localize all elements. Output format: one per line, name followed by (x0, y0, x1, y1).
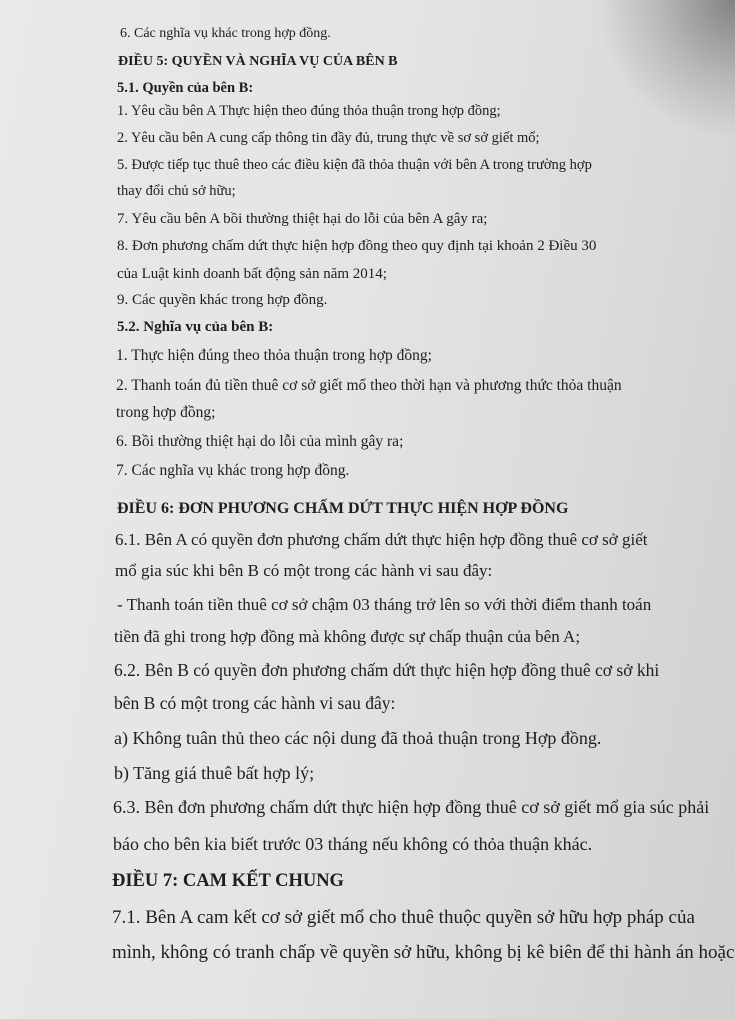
text-line: của Luật kinh doanh bất động sản năm 2014; (117, 266, 387, 282)
text-line: mổ gia súc khi bên B có một trong các hành vi sau đây: (115, 561, 493, 580)
text-line: tiền đã ghi trong hợp đồng mà không được sự chấp thuận của bên A; (114, 627, 581, 646)
page-shadow (595, 0, 735, 140)
section-heading-article-7: ĐIỀU 7: CAM KẾT CHUNG (112, 871, 344, 891)
text-line: 6.1. Bên A có quyền đơn phương chấm dứt thực hiện hợp đồng thuê cơ sở giết (115, 530, 648, 549)
text-line: báo cho bên kia biết trước 03 tháng nếu không có thỏa thuận khác. (113, 834, 593, 854)
text-line: 2. Yêu cầu bên A cung cấp thông tin đầy đủ, trung thực về sơ sở giết mổ; (117, 130, 540, 146)
text-line: 7.1. Bên A cam kết cơ sở giết mổ cho thuê thuộc quyền sở hữu hợp pháp của (112, 907, 695, 928)
text-line: 6. Các nghĩa vụ khác trong hợp đồng. (120, 26, 331, 41)
text-line: 1. Thực hiện đúng theo thỏa thuận trong hợp đồng; (116, 347, 432, 364)
text-line: 1. Yêu cầu bên A Thực hiện theo đúng thỏa thuận trong hợp đồng; (117, 103, 501, 119)
text-line: 6.2. Bên B có quyền đơn phương chấm dứt thực hiện hợp đồng thuê cơ sở khi (114, 660, 660, 680)
text-line: 6. Bồi thường thiệt hại do lỗi của mình gây ra; (116, 433, 404, 450)
text-line: b) Tăng giá thuê bất hợp lý; (114, 763, 315, 783)
text-line: 8. Đơn phương chấm dứt thực hiện hợp đồng theo quy định tại khoản 2 Điều 30 (117, 238, 597, 254)
subsection-heading: 5.1. Quyền của bên B: (117, 80, 254, 96)
text-line: 2. Thanh toán đủ tiền thuê cơ sở giết mổ theo thời hạn và phương thức thỏa thuận (116, 377, 622, 394)
text-line: bên B có một trong các hành vi sau đây: (114, 693, 396, 713)
text-line: 7. Các nghĩa vụ khác trong hợp đồng. (116, 462, 350, 479)
text-line: - Thanh toán tiền thuê cơ sở chậm 03 tháng trở lên so với thời điểm thanh toán (117, 595, 652, 614)
text-line: 9. Các quyền khác trong hợp đồng. (117, 292, 328, 308)
section-heading-article-6: ĐIỀU 6: ĐƠN PHƯƠNG CHẤM DỨT THỰC HIỆN HỢP ĐỒNG (117, 500, 569, 517)
text-line: thay đổi chủ sở hữu; (117, 183, 236, 199)
section-heading-article-5: ĐIỀU 5: QUYỀN VÀ NGHĨA VỤ CỦA BÊN B (118, 54, 398, 69)
text-line: mình, không có tranh chấp về quyền sở hữu, không bị kê biên để thi hành án hoặc (112, 942, 735, 963)
text-line: 7. Yêu cầu bên A bồi thường thiệt hại do lỗi của bên A gây ra; (117, 211, 488, 227)
text-line: 5. Được tiếp tục thuê theo các điều kiện đã thỏa thuận với bên A trong trường hợp (117, 157, 592, 173)
text-line: a) Không tuân thủ theo các nội dung đã thoả thuận trong Hợp đồng. (114, 728, 602, 748)
text-line: 6.3. Bên đơn phương chấm dứt thực hiện hợp đồng thuê cơ sở giết mổ gia súc phải (113, 797, 710, 817)
text-line: trong hợp đồng; (116, 404, 216, 421)
subsection-heading: 5.2. Nghĩa vụ của bên B: (117, 319, 274, 335)
